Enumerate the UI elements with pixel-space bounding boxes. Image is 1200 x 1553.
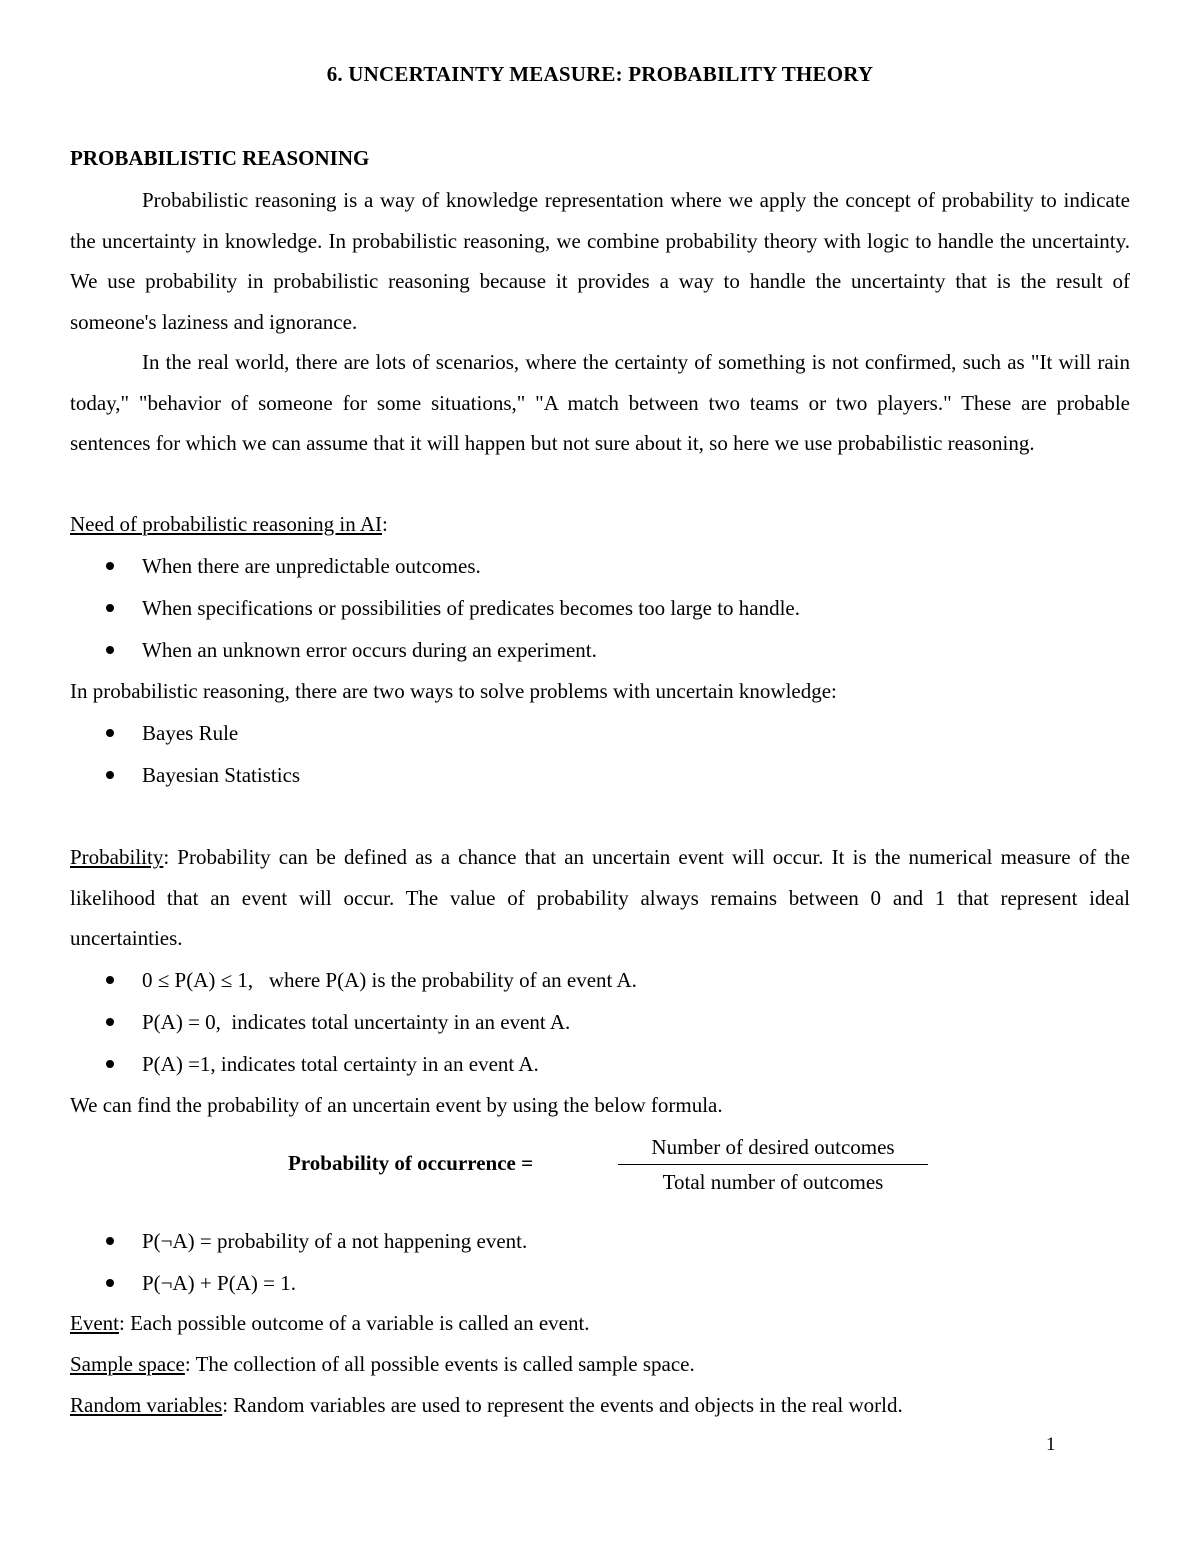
list-item <box>70 1226 527 1268</box>
probability-list <box>70 965 637 1091</box>
event-definition <box>70 1308 1130 1338</box>
random-variables-definition <box>70 1390 1130 1420</box>
list-item-text: Bayesian Statistics <box>142 763 301 787</box>
bullet-icon <box>106 1237 114 1245</box>
need-list <box>70 551 800 677</box>
ways-intro: In probabilistic reasoning, there are two ways to solve problems with uncertain knowledge: <box>70 679 837 703</box>
random-variables-text: : Random variables are used to represent the events and objects in the real world. <box>222 1393 903 1417</box>
bullet-icon <box>106 976 114 984</box>
page-title: 6. UNCERTAINTY MEASURE: PROBABILITY THEORY <box>326 62 874 86</box>
sample-space-text: : The collection of all possible events is called sample space. <box>184 1352 695 1376</box>
section-heading: PROBABILISTIC REASONING <box>70 146 370 170</box>
bullet-icon <box>106 1060 114 1068</box>
bullet-icon <box>106 729 114 737</box>
bullet-icon <box>106 562 114 570</box>
list-item-text: P(A) =1, indicates total certainty in an event A. <box>142 1052 539 1076</box>
list-item-text: When an unknown error occurs during an experiment. <box>142 638 597 662</box>
formula-numerator: Number of desired outcomes <box>618 1133 928 1165</box>
sample-space-definition <box>70 1349 1130 1379</box>
list-item <box>70 635 800 677</box>
list-item-text: Bayes Rule <box>142 721 239 745</box>
probability-term: Probability <box>70 845 164 869</box>
list-item <box>70 1049 637 1091</box>
sample-space-term: Sample space <box>70 1352 185 1376</box>
intro-paragraph: Probabilistic reasoning is a way of knowledge representation where we apply the concept of probability to indicate the uncertainty in knowledge. In probabilistic reasoning, we combine probability theory with logic to handle the uncertainty. We use probability in probabilistic reasoning because it provides a way to handle the uncertainty that is the result of someone's laziness and ignorance. <box>70 188 1130 334</box>
list-item <box>70 593 800 635</box>
list-item-text: 0 ≤ P(A) ≤ 1, where P(A) is the probability of an event A. <box>142 968 637 992</box>
list-item <box>70 551 800 593</box>
bullet-icon <box>106 771 114 779</box>
need-heading <box>70 509 1130 539</box>
list-item-text: P(A) = 0, indicates total uncertainty in an event A. <box>142 1010 571 1034</box>
event-text: : Each possible outcome of a variable is called an event. <box>118 1311 590 1335</box>
random-variables-term: Random variables <box>70 1393 223 1417</box>
bullet-icon <box>106 646 114 654</box>
probability-text: : Probability can be defined as a chance that an uncertain event will occur. It is the numerical measure of the likelihood that an event will occur. The value of probability always remains between 0 and 1 that represent ideal uncertainties. <box>70 845 1130 950</box>
list-item-text: P(¬A) + P(A) = 1. <box>142 1271 296 1295</box>
list-item <box>70 1268 527 1310</box>
list-item <box>70 965 637 1007</box>
bullet-icon <box>106 1279 114 1287</box>
ways-list <box>70 718 300 802</box>
list-item <box>70 1007 637 1049</box>
bullet-icon <box>106 604 114 612</box>
event-term: Event <box>70 1311 119 1335</box>
list-item-text: When there are unpredictable outcomes. <box>142 554 481 578</box>
formula-denominator: Total number of outcomes <box>662 1170 884 1194</box>
need-heading-label: Need of probabilistic reasoning in AI <box>70 512 383 536</box>
probability-definition <box>70 837 1130 959</box>
list-item-text: P(¬A) = probability of a not happening event. <box>142 1229 528 1253</box>
page-number: 1 <box>1046 1434 1056 1455</box>
list-item <box>70 760 300 802</box>
real-world-paragraph: In the real world, there are lots of scenarios, where the certainty of something is not confirmed, such as "It will rain today," "behavior of someone for some situations," "A match between two teams or two players." These are probable sentences for which we can assume that it will happen but not sure about it, so here we use probabilistic reasoning. <box>70 350 1130 455</box>
need-heading-suffix: : <box>382 512 388 536</box>
list-item <box>70 718 300 760</box>
formula-intro: We can find the probability of an uncertain event by using the below formula. <box>70 1093 723 1117</box>
formula-lhs: Probability of occurrence = <box>288 1151 534 1175</box>
complement-list <box>70 1226 527 1310</box>
formula-fraction <box>618 1133 928 1197</box>
bullet-icon <box>106 1018 114 1026</box>
probability-formula <box>288 1133 928 1197</box>
list-item-text: When specifications or possibilities of predicates becomes too large to handle. <box>142 596 801 620</box>
